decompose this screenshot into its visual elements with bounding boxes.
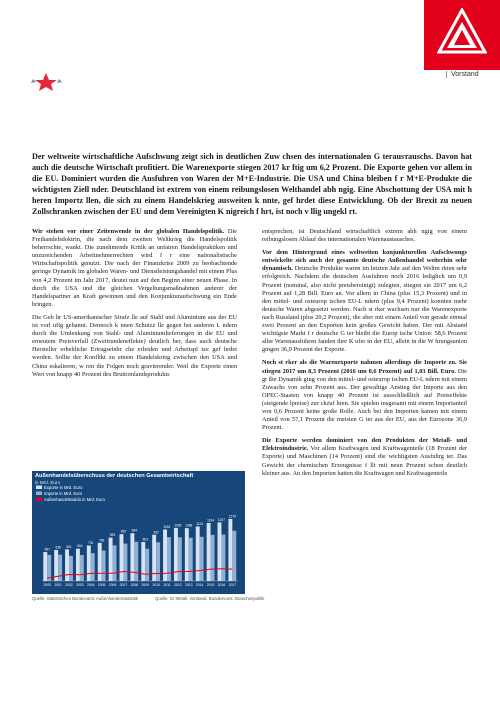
tick-label: 2017 (228, 583, 237, 587)
data-label: 952 (153, 530, 159, 535)
bar-exports (207, 523, 211, 581)
org-label: Vorstand (446, 71, 479, 78)
bar-exports (185, 528, 189, 581)
data-label: 651 (66, 544, 72, 549)
bar-exports (174, 528, 178, 581)
paragraph (262, 249, 467, 354)
paragraph-lead: Wir stehen vor einer Zeitenwende in der globalen Handelspolitik. (32, 228, 225, 235)
tick-label: 2013 (185, 583, 193, 587)
bar-imports (232, 531, 236, 581)
tick-label: 2016 (217, 583, 226, 587)
data-label: 1088 (185, 523, 193, 528)
tick-label: 2001 (54, 583, 62, 587)
paragraph (262, 228, 467, 244)
legend-label: Außenhandelssaldo in Mrd. Euro (44, 497, 105, 502)
bar-imports (211, 535, 215, 581)
bar-imports (189, 538, 193, 581)
legend-swatch (36, 492, 42, 496)
bar-imports (102, 550, 106, 581)
trade-chart (32, 471, 245, 594)
paragraph (32, 314, 237, 379)
paragraph-text: Deutsche Produkte waren im letzten Jahr auf den Weltm rkten sehr erfolgreich. Nachdem die deutschen Ausfuhren noch 2016 lediglich um 0,9 Prozent (nominal, also nicht preisbereinigt) zulegten, stiegen sie 2017 um 6,2 Prozent auf 1,28 Bill. Euro an. Vor allem in China (plus 15,3 Prozent) und in den mittel- und osteurop ischen EU-L ndern (plus 9,4 Prozent) konnten mehr deutsche Waren abgesetzt werden. Nach st rker wachsen nur die Warenexporte nach Russland (plus 20,2 Prozent), die aber mit einem Anteil von gerade einmal zwei Prozent an den Exporten kein großes Gewicht haben. Der mit Abstand wichtigste Markt f r deutsche G ter bleibt die Europ ische Union: 58,6 Prozent aller Warenausfuhren fanden ihre K ufer in der EU, allein in die W hrungsunion gingen 36,9 Prozent der Exporte. (262, 265, 467, 354)
bar-exports (218, 522, 222, 581)
igmetall-logo (424, 0, 500, 70)
data-label: 664 (77, 544, 83, 549)
bar-exports (228, 519, 232, 581)
data-label: 1124 (196, 521, 204, 526)
right-column (262, 228, 467, 483)
paragraph-lead: Die Exporte werden dominiert von den Produkten der Metall- und Elektroindustrie. (262, 437, 467, 453)
bar-imports (113, 545, 117, 581)
lead-paragraph: Der weltweite wirtschaftliche Aufschwung zeigt sich in deutlichen Zuw chsen des internationalen G terausтauschs. Davon hat auch die deutsche Wirtschaft profitiert. Die Warenexporte stiegen 2017 kr ftig um 6,2 Prozent. Die Exporte gehen vor allem in die EU. Dominiert wurden die Ausfuhren von Waren der M+E-Industrie. Die USA und China bleiben f r M+E-Produkte die wichtigsten Ziell nder. Deutschland ist extrem von einem reibungslosen Welthandel abh ngig. Eine Abschottung der USA mit h heren Importz llen, die sich zu einem Handelskrieg ausweiten k nnte, gef hrdet diese Entwicklung. Ob der Brexit zu neuen Zollschranken zwischen der EU und dem Vereinigten K nigreich f hrt, ist noch v llig ungekl rt. (32, 152, 472, 216)
chart-source-right: Quelle: IG Metall, Vorstand, Bundesvorst. Branchenpolitik (155, 596, 265, 601)
paragraph-text: Die gr ßte Dynamik ging von den mittel- und osteurop ischen EU-L ndern mit einem Zuwachs von zehn Prozent aus. Der gewaltige Anstieg der Importe aus den OPEC-Staaten von knapp 40 Prozent ist ausschließlich auf Preiseffekte (steigende lpreise) zur ckzuf hren. Sie spielen insgesamt mit einem Importanteil von 0,6 Prozent keine große Rolle. Auch bei den Importen kamen mit einem Anteil von 57,1 Prozent die meisten G ter aus der EU, aus der Eurozone 36,9 Prozent. (262, 367, 467, 432)
tick-label: 2010 (152, 583, 160, 587)
trade-chart-svg (32, 471, 245, 594)
bar-exports (65, 549, 69, 581)
bar-imports (221, 535, 225, 581)
data-label: 638 (55, 545, 61, 550)
tick-label: 2006 (108, 583, 117, 587)
data-label: 803 (142, 537, 148, 542)
bar-exports (98, 543, 102, 581)
legend-swatch (36, 498, 42, 502)
data-label: 893 (109, 533, 116, 538)
paragraph-text: entsprechen, ist Deutschland wirtschaftlich extrem abh ngig von einem reibungslosen Ablauf des internationalen Warenaustausches. (262, 228, 467, 244)
bar-imports (69, 556, 73, 581)
bar-imports (156, 542, 160, 581)
tick-label: 2007 (119, 583, 128, 587)
paragraph-lead: Noch st rker als die Warenexporte nahmen allerdings die Importe zu. Sie stiegen 2017 um 8,3 Prozent (2016 um 0,6 Prozent) auf 1,03 Bill. Euro. (262, 359, 467, 375)
data-label: 731 (88, 540, 94, 545)
bar-exports (196, 526, 200, 581)
tick-label: 2015 (206, 583, 215, 587)
left-column (32, 228, 237, 384)
bar-imports (167, 537, 171, 581)
tick-label: 2009 (141, 583, 150, 587)
tick-label: 2008 (130, 583, 139, 587)
bar-imports (145, 549, 149, 581)
legend-swatch (36, 486, 42, 490)
chart-subtitle: in Mrd. Euro (35, 480, 61, 485)
paragraph-lead: Vor dem Hintergrund eines weltweiten konjunkturellen Aufschwungs entwickelte sich auch der gesamte deutsche Außenhandel weiterhin sehr dynamisch. (262, 249, 467, 273)
bar-imports (200, 537, 204, 581)
tick-label: 2005 (97, 583, 106, 587)
chart-source-left: Quelle: Statistisches Bundesamt, Außenhandelsstatistik (32, 596, 139, 601)
tick-label: 2003 (76, 583, 84, 587)
bar-exports (43, 552, 47, 581)
tick-label: 2000 (43, 583, 52, 587)
legend-label: Exporte in Mrd. Euro (44, 485, 83, 490)
paragraph (262, 359, 467, 432)
tick-label: 2011 (163, 583, 171, 587)
data-label: 965 (120, 529, 127, 534)
bar-imports (123, 544, 127, 581)
bar-exports (120, 534, 124, 581)
bar-exports (76, 549, 80, 581)
bar-imports (91, 553, 95, 581)
bar-exports (109, 538, 113, 581)
legend-label: Importe in Mrd. Euro (44, 491, 83, 496)
bar-imports (134, 542, 138, 581)
bar-imports (58, 555, 62, 581)
paragraph-text: Vor allem Kraftwagen und Kraftwagenteile (18 Prozent der Exporte) und Maschinen (14 Prozent) sind die wichtigsten Ausfuhrg ter. Das Gewicht der chemischen Erzeugnisse f llt mit neun Prozent schon deutlich kleiner aus. An den Importen hatten die Kraftwagen und Kraftwagenteile (262, 445, 467, 477)
paragraph-text: Die Geb hr US-amerikanischer Strafz lle auf Stahl und Aluminium aus der EU ist vorl ufig gebannt. Dennoch k nnen Schutzz lle gegen bei anderen L ndern durch die Umlenkung von Stahl- und Aluminiumlieferungen in die EU und erneutem Preisverfall (Zweitrundeneffekte) deutlich ber, dass auch deutsche Hersteller erhebliche Ertragseinbr che erleiden und Arbeitspl tze gef hrdet werden. Sollte der Konflikt zu einem Handelskrieg zwischen den USA und China eskalieren, w ren die Folgen noch gravierender. Weil die Exporte einen Wert von knapp 40 Prozent des Bruttoinlandsprodukts (32, 313, 237, 378)
bar-imports (178, 537, 182, 581)
small-star-logo-icon (28, 71, 64, 98)
data-label: 1279 (228, 514, 236, 519)
tick-label: 2014 (195, 583, 204, 587)
data-label: 597 (44, 547, 50, 552)
bar-exports (130, 533, 134, 581)
data-label: 1093 (174, 523, 182, 528)
data-label: 1207 (217, 517, 225, 522)
saldo-line (47, 569, 232, 578)
paragraph-text: Die Freihandelsdoktrin, die nach dem zweiten Weltkrieg die Handelspolitik beherrschte, wankt. Die zunehmende Kritik an unfairen Handelspraktiken und unzureichenden Arbeitnehmerrechten wird f r eine nationalistische Wirtschaftspolitik genutzt. Die nach der Finanzkrise 2009 zu beobachtende geringe Dynamik im globalen Waren- und Dienstleistungshandel mit einem Plus von 4,2 Prozent im Jahr 2017, deutet nun auf den Beginn einer neuen Phase. In durch die USA und die gleichen Vergeltungsmaßnahmen anderer der Handelspartner an Kraft gewinnen und den Konjunkturaufschwung ein Ende bringen. (32, 228, 237, 308)
paragraph (262, 437, 467, 477)
tick-label: 2004 (87, 583, 95, 587)
bar-imports (80, 555, 84, 581)
data-label: 984 (131, 528, 138, 533)
bar-exports (87, 545, 91, 581)
data-label: 786 (99, 538, 105, 543)
paragraph (32, 228, 237, 309)
data-label: 1194 (207, 518, 214, 523)
bar-exports (141, 542, 145, 581)
tick-label: 2002 (65, 583, 73, 587)
data-label: 1061 (163, 524, 171, 529)
chart-title: Außenhandelsüberschuss der deutschen Gesamtwirtschaft (35, 473, 194, 479)
tick-label: 2012 (174, 583, 182, 587)
